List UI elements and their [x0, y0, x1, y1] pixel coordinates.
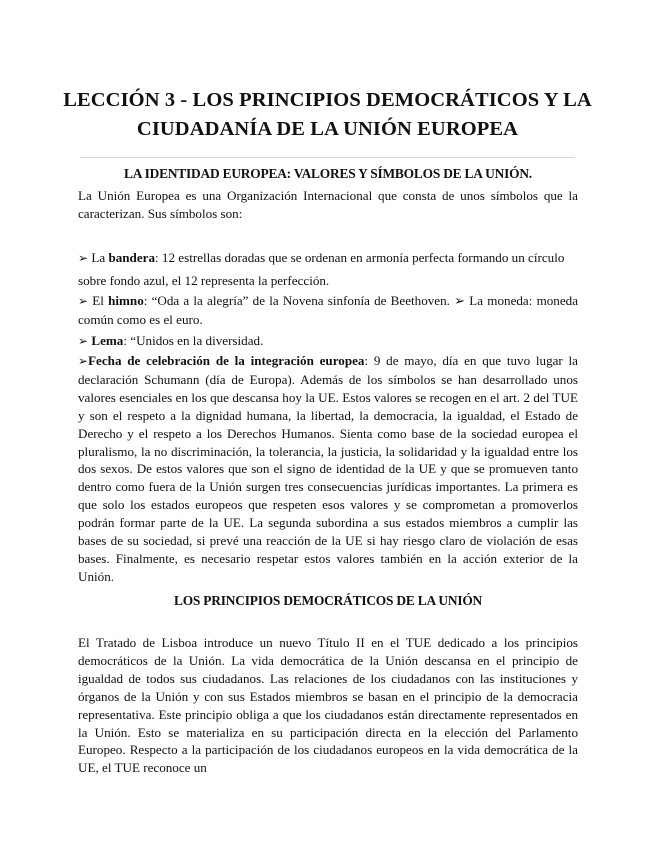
fecha-paragraph [78, 352, 578, 586]
title-line-1: LECCIÓN 3 - LOS PRINCIPIOS DEMOCRÁTICOS Y LA [63, 89, 592, 111]
bandera-item: ➢ La bandera: 12 estrellas doradas que se ordenan en armonía perfecta formando un círculo [78, 250, 565, 265]
arrow-bullet-icon: ➢ [78, 294, 89, 308]
bandera-text-2: sobre fondo azul, el 12 representa la perfección. [78, 273, 330, 288]
lema-item [78, 332, 578, 351]
principios-paragraph: El Tratado de Lisboa introduce un nuevo Título II en el TUE dedicado a los principios democráticos de la Unión. La vida democrática de la Unión descansa en el principio de igualdad de todos sus ciudadanos. Las relaciones de los ciudadanos con las instituciones y órganos de la Unión y con sus Estados miembros se basan en el principio de la democracia representativa. Este principio obliga a que los ciudadanos están directamente representados en la Unión. Esto se materializa en su participación directa en la elección del Parlamento Europeo. Respecto a la participación de los ciudadanos europeos en la vida democrática de la UE, el TUE reconoce un [78, 635, 578, 776]
arrow-bullet-icon: ➢ [78, 334, 89, 348]
himno-label: himno [108, 293, 144, 308]
fecha-text: : 9 de mayo, día en que tuvo lugar la declaración Schumann (día de Europa). Además de los símbolos se han desarrollado unos valores esenciales en los que descansa hoy la UE. Estos valores se recogen en el art. 2 del TUE y son el respeto a la dignidad humana, la libertad, la democracia, la igualdad, el Estado de Derecho y el respeto a los Derechos Humanos. Sienta como base de la sociedad europea el pluralismo, la no discriminación, la tolerancia, la justicia, la solidaridad y la igualdad entre los dos sexos. De estos valores que son el signo de identidad de la UE y que se promueven tanto dentro como fuera de la Unión surgen tres consecuencias jurídicas importantes. La primera es que solo los estados europeos que respeten esos valores y se comprometan a promoverlos podrán formar parte de la UE. La segunda subordina a sus estados miembros a cumplir las bases de su sociedad, si prevé una reacción de la UE si hay riesgo claro de violación de esas bases. Finalmente, es necesario respetar estos valores también en la acción exterior de la Unión. [78, 353, 578, 584]
page-title [60, 86, 595, 144]
section-heading-principios: LOS PRINCIPIOS DEMOCRÁTICOS DE LA UNIÓN [173, 593, 483, 608]
divider [80, 157, 575, 158]
title-line-2: CIUDADANÍA DE LA UNIÓN EUROPEA [136, 118, 519, 140]
fecha-label: Fecha de celebración de la integración europea [88, 353, 365, 368]
bandera-text-1: : 12 estrellas doradas que se ordenan en armonía perfecta formando un círculo [155, 250, 565, 265]
intro-paragraph: La Unión Europea es una Organización Internacional que consta de unos símbolos que la caracterizan. Sus símbolos son: [78, 188, 578, 221]
arrow-bullet-icon: ➢ [78, 354, 89, 368]
himno-item: ➢ El himno: “Oda a la alegría” de la Novena sinfonía de Beethoven. ➢ La moneda: moneda común como es el euro. [78, 293, 579, 327]
lema-label: Lema [91, 333, 124, 348]
arrow-bullet-icon: ➢ [78, 251, 89, 265]
section-heading-identidad: LA IDENTIDAD EUROPEA: VALORES Y SÍMBOLOS DE LA UNIÓN. [124, 166, 532, 181]
himno-text: : “Oda a la alegría” de la Novena sinfonía de Beethoven. ➢ La moneda: moneda común como es el euro. [78, 293, 579, 327]
bandera-label: bandera [108, 250, 156, 265]
lema-text: : “Unidos en la diversidad. [123, 333, 264, 348]
